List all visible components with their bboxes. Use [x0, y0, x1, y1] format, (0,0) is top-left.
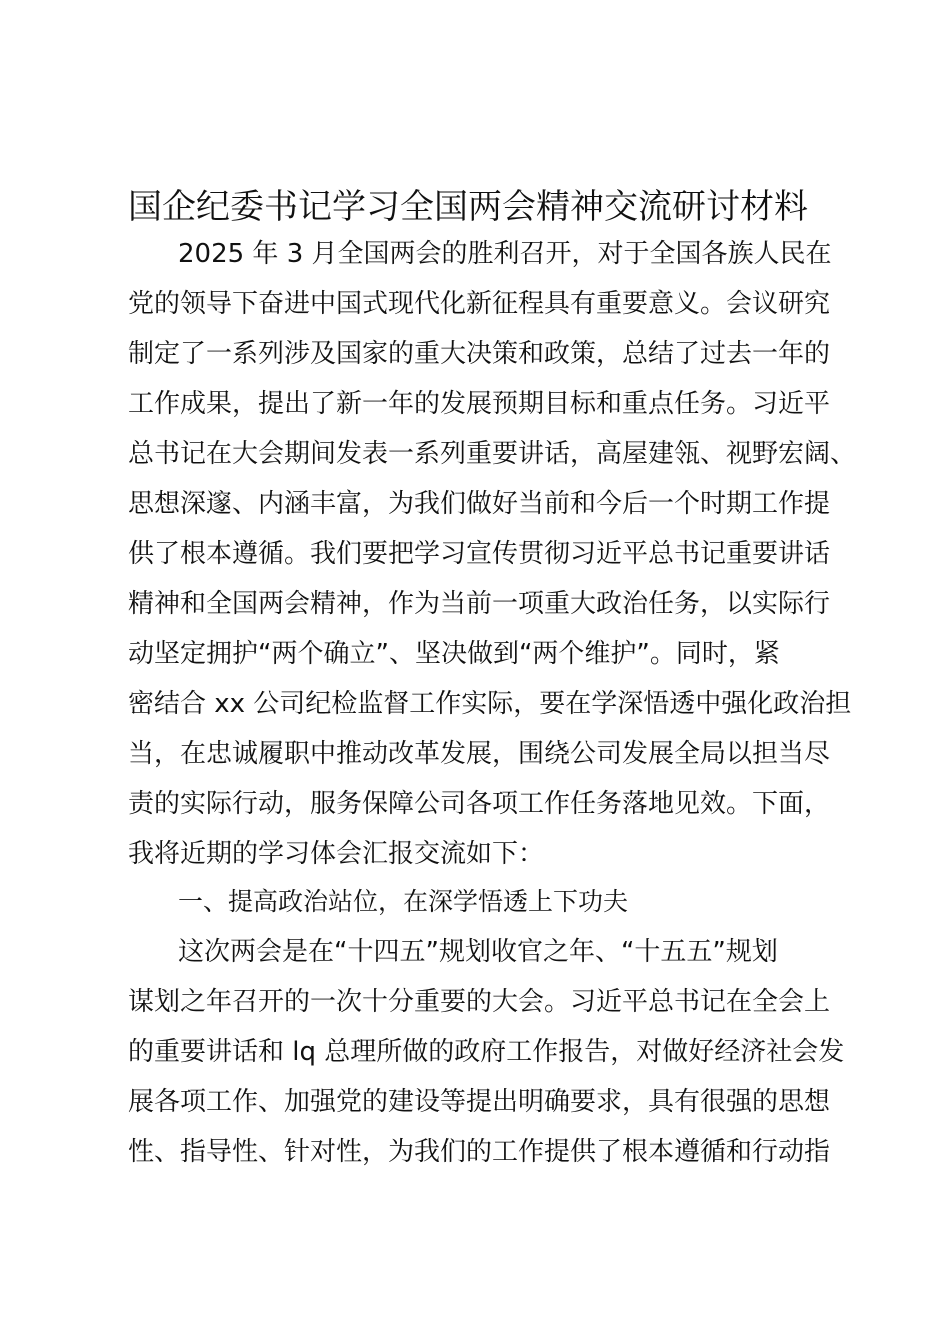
paragraph-line: 的重要讲话和 lq 总理所做的政府工作报告，对做好经济社会发: [128, 1037, 845, 1067]
paragraph-line: 党的领导下奋进中国式现代化新征程具有重要意义。会议研究: [128, 289, 831, 319]
paragraph-line: 密结合 xx 公司纪检监督工作实际，要在学深悟透中强化政治担: [128, 689, 852, 719]
paragraph-line: 我将近期的学习体会汇报交流如下：: [128, 839, 545, 869]
paragraph-line: 展各项工作、加强党的建设等提出明确要求，具有很强的思想: [128, 1087, 831, 1117]
paragraph-line: 责的实际行动，服务保障公司各项工作任务落地见效。下面，: [128, 789, 831, 819]
paragraph-line: 这次两会是在“十四五”规划收官之年、“十五五”规划: [178, 937, 778, 967]
paragraph-line: 制定了一系列涉及国家的重大决策和政策，总结了过去一年的: [128, 339, 831, 369]
document-title: 国企纪委书记学习全国两会精神交流研讨材料: [128, 187, 808, 227]
paragraph-line: 工作成果，提出了新一年的发展预期目标和重点任务。习近平: [128, 389, 831, 419]
paragraph-line: 动坚定拥护“两个确立”、坚决做到“两个维护”。同时，紧: [128, 639, 780, 669]
paragraph-line: 精神和全国两会精神，作为当前一项重大政治任务，以实际行: [128, 589, 831, 619]
section-heading: 一、提高政治站位，在深学悟透上下功夫: [178, 887, 629, 916]
paragraph-line: 当，在忠诚履职中推动改革发展，围绕公司发展全局以担当尽: [128, 739, 831, 769]
paragraph-line: 总书记在大会期间发表一系列重要讲话，高屋建瓴、视野宏阔、: [128, 439, 857, 469]
paragraph-line: 2025 年 3 月全国两会的胜利召开，对于全国各族人民在: [178, 239, 832, 269]
paragraph-line: 性、指导性、针对性，为我们的工作提供了根本遵循和行动指: [128, 1137, 831, 1167]
paragraph-line: 谋划之年召开的一次十分重要的大会。习近平总书记在全会上: [128, 987, 831, 1017]
paragraph-line: 供了根本遵循。我们要把学习宣传贯彻习近平总书记重要讲话: [128, 539, 831, 569]
paragraph-line: 思想深邃、内涵丰富，为我们做好当前和今后一个时期工作提: [128, 489, 831, 519]
